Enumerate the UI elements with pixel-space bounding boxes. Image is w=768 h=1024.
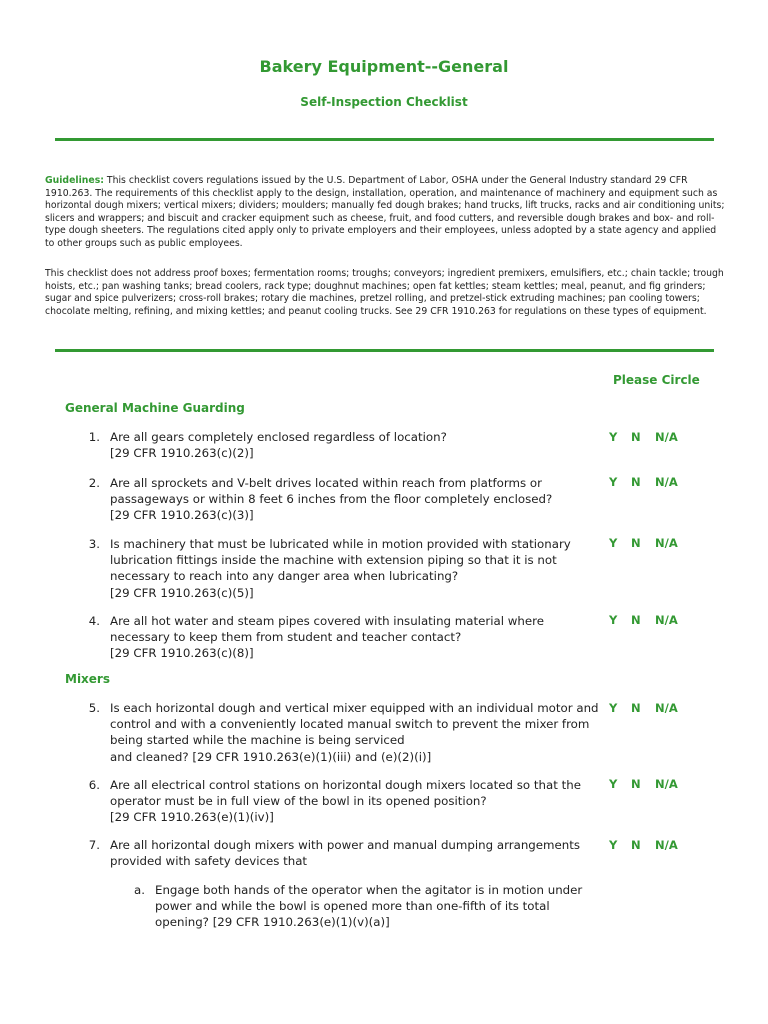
sub-question-text: Engage both hands of the operator when the agitator is in motion under power and while the bowl is opened more than one-fifth of its total opening? [29 CFR 1910.263(e)(1)(v)(a)] — [155, 883, 583, 930]
section-mixers: Mixers — [65, 672, 110, 686]
guidelines-paragraph — [45, 175, 725, 251]
answer-no[interactable]: N — [631, 777, 641, 791]
answer-yes[interactable]: Y — [609, 777, 618, 791]
answer-no[interactable]: N — [631, 430, 641, 444]
question-text: Is machinery that must be lubricated while in motion provided with stationary lubrication fittings inside the machine with extension piping so that it is not necessary to reach into any danger area when lubricating? [29 CFR 1910.263(c)(5)] — [110, 537, 571, 600]
answer-na[interactable]: N/A — [655, 475, 678, 489]
guidelines-label: Guidelines: — [45, 175, 104, 186]
answer-na[interactable]: N/A — [655, 701, 678, 715]
answer-no[interactable]: N — [631, 838, 641, 852]
question-text: Are all electrical control stations on horizontal dough mixers located so that the operator must be in full view of the bowl in its opened position? [29 CFR 1910.263(e)(1)(iv)] — [110, 778, 581, 825]
question-text: Are all hot water and steam pipes covered with insulating material where necessary to keep them from student and teacher contact? [29 CFR 1910.263(c)(8)] — [110, 614, 545, 661]
answer-options — [609, 777, 678, 791]
exclusions-paragraph: This checklist does not address proof boxes; fermentation rooms; troughs; conveyors; ingredient premixers, emulsifiers, etc.; chain tackle; trough hoists, etc.; pan washing tanks; bread coolers, rack type; doughnut machines; open fat kettles; steam kettles; meal, peanut, and fig grinders; sugar and spice pulverizers; cross-roll brakes; rotary die machines, pretzel rolling, and pretzel-stick extruding machines; pan cooling towers; chocolate melting, refining, and mixing kettles; and peanut cooling trucks. See 29 CFR 1910.263 for regulations on these types of equipment. — [45, 268, 724, 317]
top-divider — [55, 138, 714, 141]
answer-na[interactable]: N/A — [655, 536, 678, 550]
page-subtitle: Self-Inspection Checklist — [300, 95, 468, 109]
question-number: 4. — [88, 614, 100, 628]
page-title: Bakery Equipment--General — [259, 57, 509, 76]
question-number: 1. — [88, 430, 100, 444]
answer-yes[interactable]: Y — [609, 613, 618, 627]
answer-no[interactable]: N — [631, 536, 641, 550]
answer-no[interactable]: N — [631, 613, 641, 627]
answer-options — [609, 613, 678, 627]
sub-question-letter: a. — [134, 883, 145, 897]
answer-na[interactable]: N/A — [655, 838, 678, 852]
question-text: Are all sprockets and V-belt drives located within reach from platforms or passageways or within 8 feet 6 inches from the floor completely enclosed? [29 CFR 1910.263(c)(3)] — [110, 476, 553, 523]
answer-options — [609, 430, 678, 444]
answer-no[interactable]: N — [631, 701, 641, 715]
question-number: 5. — [88, 701, 100, 715]
answer-options — [609, 536, 678, 550]
answer-yes[interactable]: Y — [609, 701, 618, 715]
section-general-machine-guarding: General Machine Guarding — [65, 401, 245, 415]
question-number: 7. — [88, 838, 100, 852]
question-text: Is each horizontal dough and vertical mixer equipped with an individual motor and control and with a conveniently located manual switch to prevent the mixer from being started while the machine is being serviced and cleaned? [29 CFR 1910.263(e)(1)(iii) and (e)(2)(i)] — [110, 701, 599, 764]
answer-na[interactable]: N/A — [655, 613, 678, 627]
answer-na[interactable]: N/A — [655, 777, 678, 791]
question-text: Are all gears completely enclosed regardless of location? [29 CFR 1910.263(c)(2)] — [110, 430, 447, 461]
answer-yes[interactable]: Y — [609, 430, 618, 444]
answer-yes[interactable]: Y — [609, 838, 618, 852]
question-number: 2. — [88, 476, 100, 490]
guidelines-text: This checklist covers regulations issued by the U.S. Department of Labor, OSHA under the General Industry standard 29 CFR 1910.263. The requirements of this checklist apply to the design, installation, operation, and maintenance of machinery and equipment such as horizontal dough mixers; vertical mixers; dividers; moulders; manually fed dough brakes; hand trucks, lift trucks, racks and air conditioning units; slicers and wrappers; and biscuit and cracker equipment such as cheese, fruit, and food cutters, and reversible dough brakes and box- and roll-type dough sheeters. The regulations cited apply only to private employers and their employees, unless adopted by a state agency and applied to other groups such as public employees. — [45, 175, 725, 249]
question-text: Are all horizontal dough mixers with power and manual dumping arrangements provided with safety devices that — [110, 838, 581, 869]
question-number: 6. — [88, 778, 100, 792]
answer-options — [609, 838, 678, 852]
answer-no[interactable]: N — [631, 475, 641, 489]
answer-yes[interactable]: Y — [609, 536, 618, 550]
answer-na[interactable]: N/A — [655, 430, 678, 444]
answer-options — [609, 701, 678, 715]
question-number: 3. — [88, 537, 100, 551]
answer-yes[interactable]: Y — [609, 475, 618, 489]
please-circle-header: Please Circle — [613, 373, 700, 387]
middle-divider — [55, 349, 714, 352]
answer-options — [609, 475, 678, 489]
